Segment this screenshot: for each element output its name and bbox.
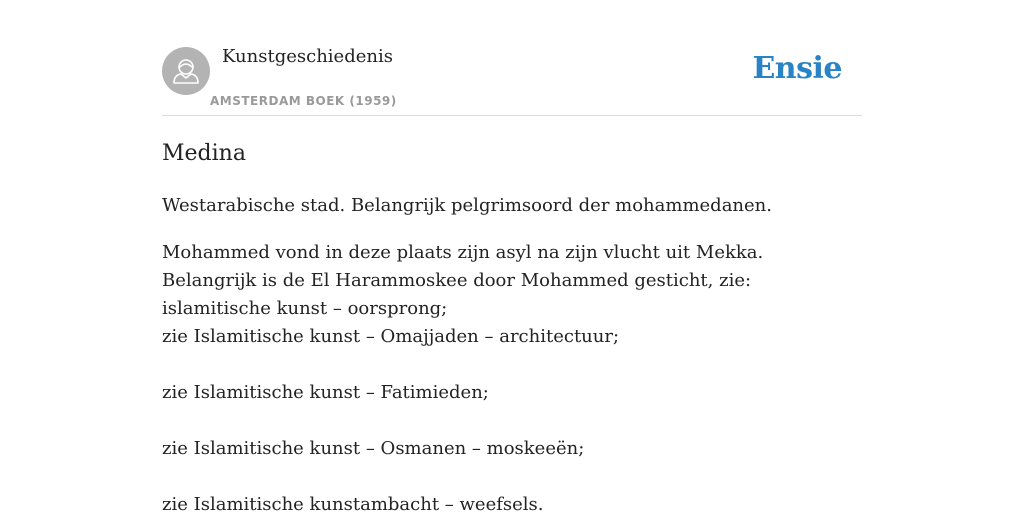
book-source: AMSTERDAM BOEK (1959)	[210, 94, 397, 108]
entry-paragraph: Mohammed vond in deze plaats zijn asyl na zijn vlucht uit Mekka. Belangrijk is de El Harammoskee door Mohammed gesticht, zie: islamitische kunst – oorsprong;	[162, 242, 764, 319]
reference-link[interactable]: zie Islamitische kunst – Omajjaden – architectuur;	[162, 326, 620, 347]
reference-link[interactable]: zie Islamitische kunstambacht – weefsels.	[162, 494, 544, 512]
entry-paragraph: Westarabische stad. Belangrijk pelgrimsoord der mohammedanen.	[162, 195, 772, 216]
entry-header	[162, 40, 862, 116]
avatar[interactable]	[162, 47, 210, 95]
brand-logo[interactable]: Ensie	[752, 51, 842, 86]
entry-content	[162, 140, 862, 512]
reference-link[interactable]: zie Islamitische kunst – Osmanen – moskeeën;	[162, 438, 585, 459]
book-title[interactable]: Kunstgeschiedenis	[222, 46, 393, 67]
entry-title: Medina	[162, 141, 246, 166]
user-silhouette-icon	[162, 47, 210, 95]
reference-link[interactable]: zie Islamitische kunst – Fatimieden;	[162, 382, 489, 403]
